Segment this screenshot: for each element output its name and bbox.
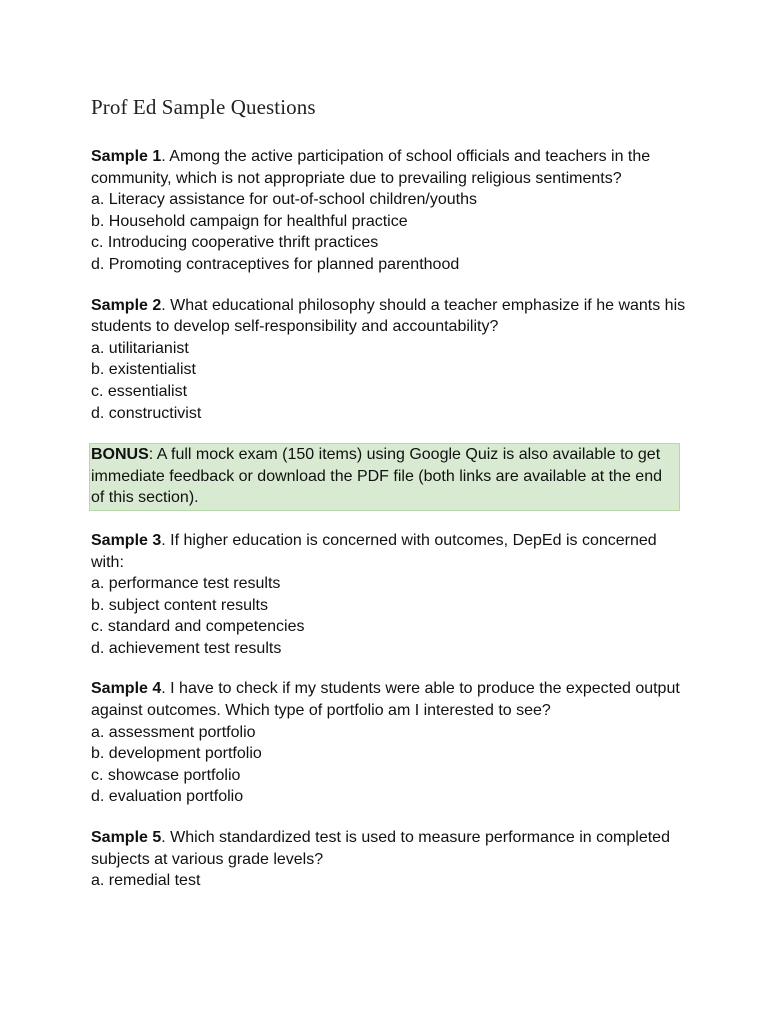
answer-option: a. remedial test xyxy=(91,872,201,890)
answer-option: d. evaluation portfolio xyxy=(91,788,244,806)
answer-option: b. development portfolio xyxy=(91,745,262,763)
question-body: . I have to check if my students were able to produce the expected output against outcomes. Which type of portfolio am I interested to see? xyxy=(91,680,680,720)
document-content xyxy=(91,92,691,911)
bonus-callout xyxy=(89,443,680,511)
answer-option: c. standard and competencies xyxy=(91,618,305,636)
question-text xyxy=(91,678,691,721)
sample-question-3 xyxy=(91,530,691,660)
answer-option: a. assessment portfolio xyxy=(91,723,256,741)
answer-option: c. showcase portfolio xyxy=(91,766,241,784)
answer-option: a. utilitarianist xyxy=(91,339,189,357)
answer-option: c. essentialist xyxy=(91,382,188,400)
question-text xyxy=(91,530,691,573)
sample-question-4 xyxy=(91,678,691,808)
question-label: Sample 3 xyxy=(91,531,162,549)
sample-question-2 xyxy=(91,295,691,425)
answer-option: b. existentialist xyxy=(91,361,196,379)
question-body: . Among the active participation of school officials and teachers in the community, which is not appropriate due to prevailing religious sentiments? xyxy=(91,148,651,187)
question-label: Sample 4 xyxy=(91,680,162,698)
answer-option: d. Promoting contraceptives for planned parenthood xyxy=(91,255,460,273)
answer-option: b. Household campaign for healthful practice xyxy=(91,212,408,230)
question-body: . If higher education is concerned with outcomes, DepEd is concerned with: xyxy=(91,531,657,571)
document-title: Prof Ed Sample Questions xyxy=(91,95,316,119)
question-body: . Which standardized test is used to measure performance in completed subjects at various grade levels? xyxy=(91,829,670,868)
answer-option: b. subject content results xyxy=(91,596,268,614)
question-text xyxy=(91,295,691,338)
answer-option: c. Introducing cooperative thrift practices xyxy=(91,234,379,252)
question-label: Sample 1 xyxy=(91,148,162,165)
bonus-label: BONUS xyxy=(91,446,149,464)
answer-options xyxy=(91,189,691,275)
sample-question-1 xyxy=(91,146,691,276)
question-text xyxy=(91,146,691,189)
sample-question-5 xyxy=(91,827,691,892)
question-label: Sample 5 xyxy=(91,829,162,847)
answer-option: a. performance test results xyxy=(91,575,281,593)
answer-options xyxy=(91,722,691,808)
answer-option: d. constructivist xyxy=(91,404,202,422)
question-label: Sample 2 xyxy=(91,296,162,314)
answer-options xyxy=(91,573,691,659)
answer-option: d. achievement test results xyxy=(91,639,282,657)
answer-options xyxy=(91,870,691,892)
bonus-text: : A full mock exam (150 items) using Google Quiz is also available to get immediate feedback or download the PDF file (both links are available at the end of this section). xyxy=(91,446,662,507)
question-body: . What educational philosophy should a teacher emphasize if he wants his students to develop self-responsibility and accountability? xyxy=(91,296,686,336)
answer-options xyxy=(91,338,691,424)
question-text xyxy=(91,827,691,870)
answer-option: a. Literacy assistance for out-of-school children/youths xyxy=(91,191,477,209)
